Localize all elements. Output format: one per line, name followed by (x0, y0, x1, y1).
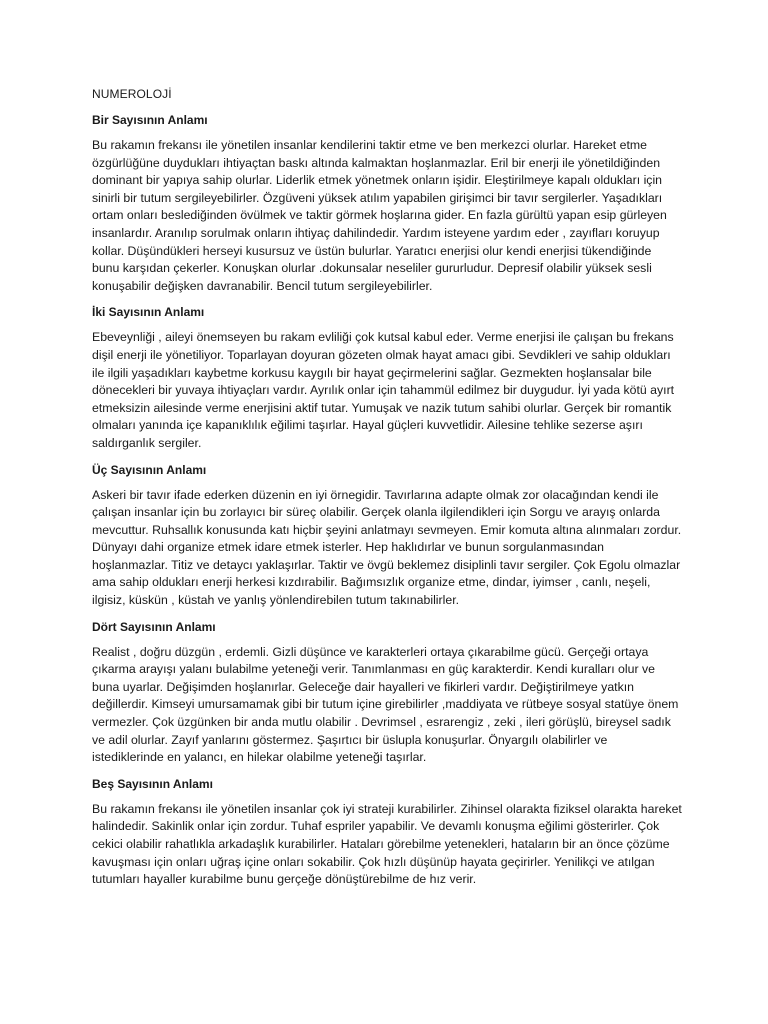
section-paragraph: Realist , doğru düzgün , erdemli. Gizli düşünce ve karakterleri ortaya çıkarabilme gücü. Gerçeği ortaya çıkarma arayışı yalanı bulabilme yeteneği verir. Tanımlanması en güç karakterdir. Kendi kuralları olur ve buna uyarlar. Değişimden hoşlanırlar. Geleceğe dair hayalleri ve fikirleri vardır. Değiştirilmeye yatkın değillerdir. Kimseyi umursamamak gibi bir tutum içine girebilirler ,maddiyata ve rütbeye sosyal statüye önem vermezler. Çok üzgünken bir anda mutlu olabilir . Devrimsel , esrarengiz , zeki , ileri görüşlü, bireysel sadık ve adil olurlar. Zayıf yanlarını göstermez. Şaşırtıcı bir üslupla konuşurlar. Önyargılı olabilirler ve istediklerinde en yalancı, en hilekar olabilme yeteneği taşırlar. (92, 644, 679, 765)
section-paragraph: Ebeveynliği , aileyi önemseyen bu rakam evliliği çok kutsal kabul eder. Verme enerjisi ile çalışan bu frekans dişil enerji ile yönetiliyor. Toparlayan doyuran gözeten olmak hayat amacı gibi. Sevdikleri ve sahip oldukları ile ilgili yaşadıkları kaybetme korkusu kaygılı bir hayat geçirmelerini sağlar. Gezmekten hoşlansalar bile dönecekleri bir yuvaya ihtiyaçları vardır. Ayrılık onlar için tahammül edilmez bir duygudur. İyi yada kötü ayırt etmeksizin ailesinde verme enerjisini aktif tutar. Yumuşak ve nazik tutum sahibi olurlar. Gerçek bir romantik olmaları yanında içe kapanıklılık eğilimi taşırlar. Hayal güçleri kuvvetlidir. Ailesine tehlike sezerse aşırı saldırganlık sergiler. (92, 330, 675, 450)
section-heading: Dört Sayısının Anlamı (92, 619, 216, 634)
section-bir (92, 112, 682, 295)
section-bes (92, 776, 682, 889)
section-dort (92, 619, 682, 767)
section-heading: Beş Sayısının Anlamı (92, 776, 213, 791)
section-iki (92, 304, 682, 452)
section-paragraph: Bu rakamın frekansı ile yönetilen insanlar kendilerini taktir etme ve ben merkezci olurlar. Hareket etme özgürlüğüne duydukları ihtiyaçtan baskı altında kalmaktan hoşlanmazlar. Eril bir enerji ile yönetildiğinden dominant bir yapıya sahip olurlar. Liderlik etmek yönetmek onların işidir. Eleştirilmeye kapalı oldukları için sinirli bir tutum sergileyebilirler. Özgüveni yüksek atılım yapabilen girişimci bir tavır sergilerler. Yaşadıkları ortam onları beslediğinden övülmek ve taktir görmek hoşlarına gider. En fazla gürültü yapan esip gürleyen insanlardır. Aranılıp sorulmak onların ihtiyaç dahilindedir. Yardım isteyene yardım eder , zayıfları koruyup kollar. Düşündükleri herseyi kusursuz ve üstün bulurlar. Yaratıcı enerjisi olur kendi enerjisi tükendiğinde bunu karşıdan çekerler. Konuşkan olurlar .dokunsalar neseliler gururludur. Depresif olabilir yüksek sesli konuşabilir değişken davranabilir. Bencil tutum sergileyebilirler. (92, 138, 667, 293)
section-heading: Bir Sayısının Anlamı (92, 113, 208, 127)
section-paragraph: Askeri bir tavır ifade ederken düzenin en iyi örnegidir. Tavırlarına adapte olmak zor olacağından kendi ile çalışan insanlar için bu zorlayıcı bir süreç olabilir. Gerçek olanla ilgilendikleri için Sorgu ve arayış onlarda mevcuttur. Ruhsallık konusunda katı hiçbir şeyini anlatmayı sevmeyen. Emir komuta altına alınmaları zordur. Dünyayı dahi organize etmek idare etmek isterler. Hep haklıdırlar ve bunun sorgulanmasından hoşlanmazlar. Titiz ve detaycı yaklaşırlar. Taktir ve övgü beklemez disiplinli tavır sergiler. Çok Egolu olmazlar ama sahip oldukları enerji herkesi kızdırabilir. Bağımsızlık organize etme, dindar, iyimser , canlı, neşeli, ilgisiz, küskün , küstah ve yanlış yönlendirebilen tutum takınabilirler. (92, 487, 682, 608)
document-page (92, 86, 682, 898)
section-heading: İki Sayısının Anlamı (92, 305, 205, 320)
document-title: NUMEROLOJİ (92, 87, 172, 101)
section-uc (92, 462, 682, 610)
section-heading: Üç Sayısının Anlamı (92, 462, 207, 477)
section-paragraph: Bu rakamın frekansı ile yönetilen insanlar çok iyi strateji kurabilirler. Zihinsel olarakta fiziksel olarakta hareket halindedir. Sakinlik onlar için zordur. Tuhaf espriler yapabilir. Ve devamlı konuşma eğilimi gösterirler. Çok cekici olabilir rahatlıkla arkadaşlık kurabilirler. Hataları görebilme yetenekleri, hataların bir an önce çözüme kavuşması için onları uğraş içine onları sokabilir. Çok hızlı düşünüp hayata geçirirler. Yenilikçi ve atılgan tutumları hayaller kurabilme bunu gerçeğe dönüştürebilme de hız verir. (92, 801, 682, 887)
